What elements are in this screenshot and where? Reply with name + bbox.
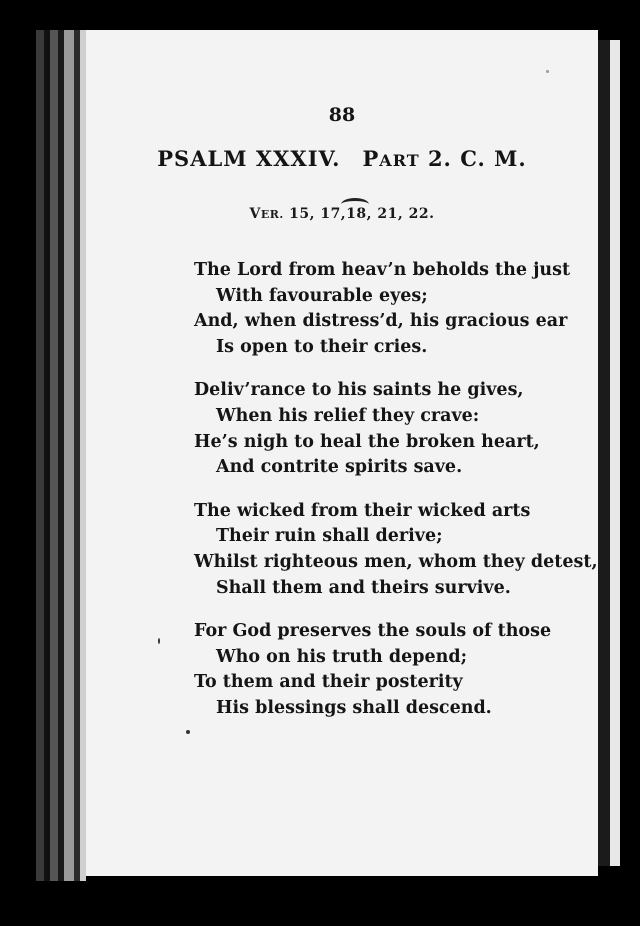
psalm-text — [194, 258, 598, 740]
verse-reference — [86, 206, 598, 222]
verse-line: Who on his truth depend; — [216, 646, 468, 667]
verse-line: Their ruin shall derive; — [216, 526, 443, 547]
part-number: 2. — [427, 146, 452, 171]
verse-line: For God preserves the souls of those — [194, 621, 552, 642]
verse-line: When his relief they crave: — [216, 405, 480, 426]
verse-line: Is open to their cries. — [216, 336, 428, 357]
verse-label: VER. — [249, 206, 284, 222]
verse-line: The Lord from heav’n beholds the just — [194, 260, 571, 280]
ink-speck — [186, 730, 190, 734]
verse-line: And, when distress’d, his gracious ear — [194, 311, 568, 332]
page-edge — [50, 30, 58, 881]
verse-line: With favourable eyes; — [216, 285, 428, 306]
book-page — [86, 30, 598, 876]
stanza — [194, 619, 594, 721]
verse-line: Whilst righteous men, whom they detest, — [194, 551, 598, 572]
verse-line: Deliv’rance to his saints he gives, — [194, 380, 524, 401]
ink-speck — [546, 70, 549, 73]
verse-line: To them and their posterity — [194, 672, 463, 693]
ink-speck — [158, 638, 160, 644]
psalm-heading — [86, 146, 598, 171]
page-edge — [64, 30, 74, 881]
page-edge — [36, 30, 44, 881]
stanza — [194, 499, 598, 601]
verse-line: Shall them and theirs survive. — [216, 577, 511, 598]
verse-line: And contrite spirits save. — [216, 457, 463, 478]
verse-line: His blessings shall descend. — [216, 697, 492, 718]
verse-numbers: 15, 17,18, 21, 22. — [289, 206, 435, 222]
page-number: 88 — [328, 104, 356, 126]
stanza — [194, 378, 594, 480]
part-label: PART — [362, 146, 420, 171]
psalm-title: PSALM XXXIV. — [157, 146, 341, 171]
page-edge — [610, 40, 620, 866]
page-edge — [620, 40, 640, 866]
page-edge — [598, 40, 610, 866]
verse-line: He’s nigh to heal the broken heart, — [194, 431, 540, 452]
stanza — [194, 258, 594, 360]
verse-line: The wicked from their wicked arts — [194, 500, 531, 521]
meter: C. M. — [460, 146, 527, 171]
